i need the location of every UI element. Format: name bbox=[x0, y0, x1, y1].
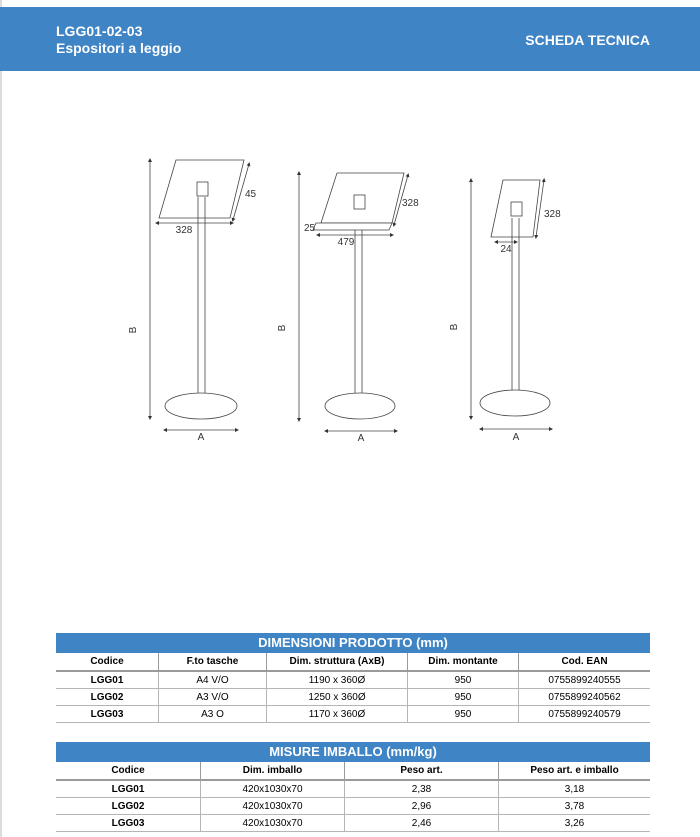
dimensions-table bbox=[56, 633, 650, 723]
lgg02-depth-dim: 328 bbox=[402, 198, 419, 209]
packaging-header-row bbox=[56, 762, 650, 780]
packaging-grid bbox=[56, 762, 650, 832]
cell-item-weight: 2,96 bbox=[345, 798, 499, 815]
cell-code: LGG03 bbox=[56, 706, 159, 723]
cell-structure-dim: 1170 x 360Ø bbox=[267, 706, 408, 723]
col-header: Dim. imballo bbox=[201, 762, 345, 780]
col-header: Cod. EAN bbox=[519, 653, 651, 671]
drawing-lgg03 bbox=[449, 180, 561, 443]
lgg01-base-label: A bbox=[197, 432, 205, 443]
table-row bbox=[56, 689, 650, 706]
drawing-lgg02 bbox=[277, 173, 419, 444]
lgg02-shelf-dim: 25 bbox=[304, 223, 316, 234]
table-row bbox=[56, 671, 650, 689]
cell-total-weight: 3,26 bbox=[499, 815, 651, 832]
col-header: Peso art. bbox=[345, 762, 499, 780]
cell-total-weight: 3,78 bbox=[499, 798, 651, 815]
document-type: SCHEDA TECNICA bbox=[525, 32, 650, 48]
table-row bbox=[56, 798, 650, 815]
cell-total-weight: 3,18 bbox=[499, 780, 651, 798]
cell-code: LGG01 bbox=[56, 671, 159, 689]
lgg03-height-label: B bbox=[449, 323, 460, 331]
col-header: F.to tasche bbox=[159, 653, 267, 671]
col-header: Codice bbox=[56, 653, 159, 671]
dimensions-table-title: DIMENSIONI PRODOTTO (mm) bbox=[56, 633, 650, 653]
drawing-lgg01 bbox=[128, 160, 257, 443]
lgg03-width-dim: 328 bbox=[544, 209, 561, 220]
cell-code: LGG02 bbox=[56, 798, 201, 815]
cell-code: LGG01 bbox=[56, 780, 201, 798]
table-row bbox=[56, 706, 650, 723]
lgg02-height-label: B bbox=[277, 324, 288, 332]
technical-drawings bbox=[0, 140, 700, 460]
cell-pocket-format: A4 V/O bbox=[159, 671, 267, 689]
lgg03-shelf-dim: 24 bbox=[500, 244, 512, 255]
table-row bbox=[56, 815, 650, 832]
drawings-svg bbox=[0, 140, 700, 460]
cell-code: LGG02 bbox=[56, 689, 159, 706]
cell-package-dim: 420x1030x70 bbox=[201, 815, 345, 832]
cell-pocket-format: A3 O bbox=[159, 706, 267, 723]
packaging-table-title: MISURE IMBALLO (mm/kg) bbox=[56, 742, 650, 762]
col-header: Dim. montante bbox=[408, 653, 519, 671]
cell-package-dim: 420x1030x70 bbox=[201, 798, 345, 815]
dimensions-header-row bbox=[56, 653, 650, 671]
cell-structure-dim: 1190 x 360Ø bbox=[267, 671, 408, 689]
cell-upright-dim: 950 bbox=[408, 706, 519, 723]
table-row bbox=[56, 780, 650, 798]
col-header: Dim. struttura (AxB) bbox=[267, 653, 408, 671]
dimensions-grid bbox=[56, 653, 650, 723]
cell-structure-dim: 1250 x 360Ø bbox=[267, 689, 408, 706]
cell-upright-dim: 950 bbox=[408, 671, 519, 689]
cell-package-dim: 420x1030x70 bbox=[201, 780, 345, 798]
product-code: LGG01-02-03 bbox=[56, 23, 143, 39]
lgg03-base-label: A bbox=[512, 432, 520, 443]
product-subtitle: Espositori a leggio bbox=[56, 40, 182, 56]
cell-pocket-format: A3 V/O bbox=[159, 689, 267, 706]
lgg02-base-label: A bbox=[357, 433, 365, 444]
packaging-table bbox=[56, 742, 650, 832]
col-header: Peso art. e imballo bbox=[499, 762, 651, 780]
cell-item-weight: 2,46 bbox=[345, 815, 499, 832]
lgg02-width-dim: 479 bbox=[337, 237, 355, 248]
lgg01-height-label: B bbox=[128, 326, 139, 334]
cell-code: LGG03 bbox=[56, 815, 201, 832]
cell-item-weight: 2,38 bbox=[345, 780, 499, 798]
lgg01-width-dim: 328 bbox=[175, 225, 193, 236]
cell-ean: 0755899240562 bbox=[519, 689, 651, 706]
header-banner bbox=[0, 7, 700, 71]
col-header: Codice bbox=[56, 762, 201, 780]
cell-ean: 0755899240579 bbox=[519, 706, 651, 723]
lgg01-depth-dim: 45 bbox=[245, 189, 257, 200]
cell-ean: 0755899240555 bbox=[519, 671, 651, 689]
cell-upright-dim: 950 bbox=[408, 689, 519, 706]
